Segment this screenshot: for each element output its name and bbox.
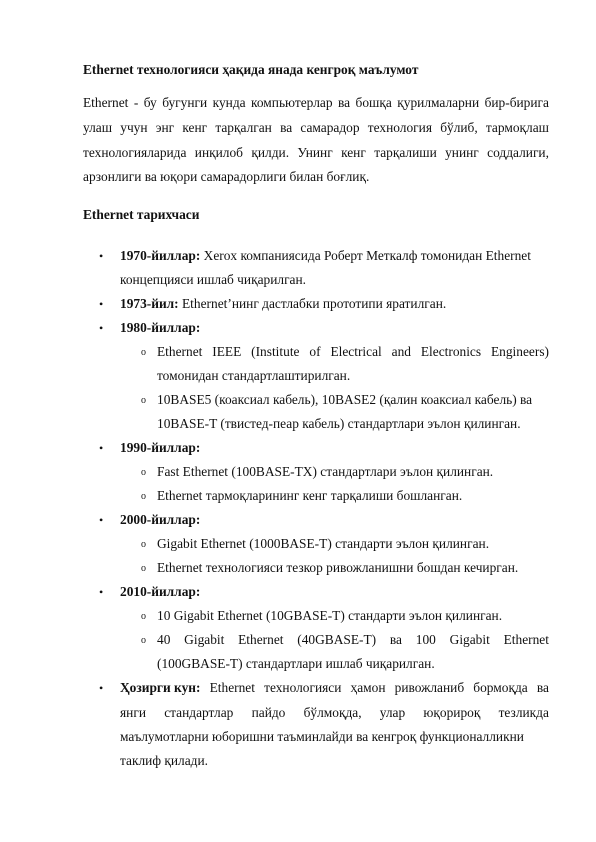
word: тарқалиши [374,145,437,160]
word: учун [120,120,148,135]
word: кенг [341,145,366,160]
history-heading: Ethernet тарихчаси [83,207,200,222]
item-1990-label [120,440,200,456]
item-1980-label-text: 1980-йиллар: [120,320,201,335]
item-now-label: Ҳозирги кун: [120,680,201,695]
item-1990-sub2: Ethernet тармоқларининг кенг тарқалиши бошланган. [157,488,463,503]
word: ривожланиб [394,680,465,695]
word: бормоқда [473,680,528,695]
word: Ethernet [238,632,284,647]
word: of [309,344,321,359]
word: энг [155,120,175,135]
bullet-1990: • [99,441,104,455]
item-1970-cont: концепцияси ишлаб чиқарилган. [120,272,307,287]
word: Ethernet [83,95,129,110]
item-2000-label [120,512,200,528]
word: ва [389,632,402,647]
word: ва [337,95,351,110]
bullet-1970: • [99,249,104,263]
sub-bullet-1980-2: o [141,395,146,406]
bullet-now: • [99,681,104,695]
intro-line-1 [83,95,549,111]
item-2010-sub2-line2: (100GBASE-T) стандартлари ишлаб чиқарилган. [157,656,435,671]
sub-bullet-2010-1: o [141,611,146,622]
bullet-2000: • [99,513,104,527]
word: самарадор [300,120,360,135]
item-1980-sub1-line1 [157,344,549,360]
item-now-line4: таклиф қилади. [120,753,208,768]
word: бу [143,95,157,110]
word: қилди. [251,145,290,160]
bullet-2010: • [99,585,104,599]
item-1973-label: 1973-йил: [120,296,179,311]
intro-line-3 [83,145,549,161]
item-now-line2 [120,705,549,721]
item-1970 [120,248,531,264]
word: технология [367,120,432,135]
word: тармоқлаш [485,120,549,135]
word: стандартлар [164,705,234,720]
item-2010-label-text: 2010-йиллар: [120,584,201,599]
item-2000-sub1: Gigabit Ethernet (1000BASE-T) стандарти эълон қилинган. [157,536,490,551]
word: технологияси [264,680,342,695]
word: пайдо [251,705,286,720]
item-1990-label-text: 1990-йиллар: [120,440,201,455]
word: Gigabit [449,632,490,647]
bullet-1973: • [99,297,104,311]
word: компьютерлар [251,95,333,110]
word: Ethernet [157,344,203,359]
word: and [391,344,411,359]
word: ва [536,680,549,695]
word: Engineers) [490,344,549,359]
word: унинг [445,145,479,160]
item-1973-text: Ethernet’нинг дастлабки прототипи яратилган. [178,296,447,311]
item-1980-sub1-line2: томонидан стандартлаштирилган. [157,368,351,383]
word: улаш [83,120,113,135]
word: қурилмаларни [397,95,480,110]
item-1973 [120,296,446,312]
word: IEEE [212,344,242,359]
word: Electrical [330,344,382,359]
page-heading: Ethernet технологияси ҳақида янада кенгроқ маълумот [83,62,419,77]
item-now-line3: маълумотларни юборишни таъминлайди ва кенгроқ функционалликни [120,729,524,744]
word: бошқа [355,95,392,110]
word: соддалиги, [487,145,549,160]
word: бир-бирига [484,95,549,110]
item-1970-text: Xerox компаниясида Роберт Меткалф томонидан Ethernet [200,248,531,263]
sub-bullet-1990-2: o [141,491,146,502]
sub-bullet-1980-1: o [141,347,146,358]
word: ҳамон [350,680,386,695]
word: янги [120,705,146,720]
word: (40GBASE-T) [297,632,377,647]
word: Ethernet [503,632,549,647]
item-1990-sub1: Fast Ethernet (100BASE-TX) стандартлари эълон қилинган. [157,464,494,479]
word: (Institute [251,344,300,359]
word: технологияларида [83,145,187,160]
item-1980-sub2-line1: 10BASE5 (коаксиал кабель), 10BASE2 (қалин коаксиал кабель) ва [157,392,533,407]
item-2010-sub2-line1 [157,632,549,648]
word: кунда [212,95,246,110]
word: 40 [157,632,171,647]
word: юқорироқ [423,705,481,720]
sub-bullet-2000-1: o [141,539,146,550]
word: улар [379,705,406,720]
word: 100 [415,632,436,647]
item-2010-sub1: 10 Gigabit Ethernet (10GBASE-T) стандарти эълон қилинган. [157,608,503,623]
sub-bullet-2000-2: o [141,563,146,574]
intro-line-4: арзонлиги ва юқори самарадорлиги билан боғлиқ. [83,169,370,184]
word: инқилоб [194,145,243,160]
word: тезликда [498,705,549,720]
word: бугунги [162,95,208,110]
intro-line-2 [83,120,549,136]
item-1980-sub2-line2: 10BASE-T (твистед-пеар кабель) стандартлари эълон қилинган. [157,416,521,431]
word: Gigabit [184,632,225,647]
item-1980-label [120,320,200,336]
word: тарқалган [215,120,272,135]
bullet-1980: • [99,321,104,335]
word: кенг [182,120,208,135]
word: Ethernet [209,680,255,695]
word: Унинг [297,145,333,160]
word: бўлмоқда, [303,705,362,720]
item-1970-label: 1970-йиллар: [120,248,201,263]
item-now-line1 [120,680,549,696]
word: ва [280,120,293,135]
item-2000-label-text: 2000-йиллар: [120,512,201,527]
item-2010-label [120,584,200,600]
word: Electronics [420,344,482,359]
word: - [133,95,139,110]
word: бўлиб, [440,120,478,135]
sub-bullet-2010-2: o [141,635,146,646]
item-2000-sub2: Ethernet технологияси тезкор ривожланишни бошдан кечирган. [157,560,519,575]
sub-bullet-1990-1: o [141,467,146,478]
